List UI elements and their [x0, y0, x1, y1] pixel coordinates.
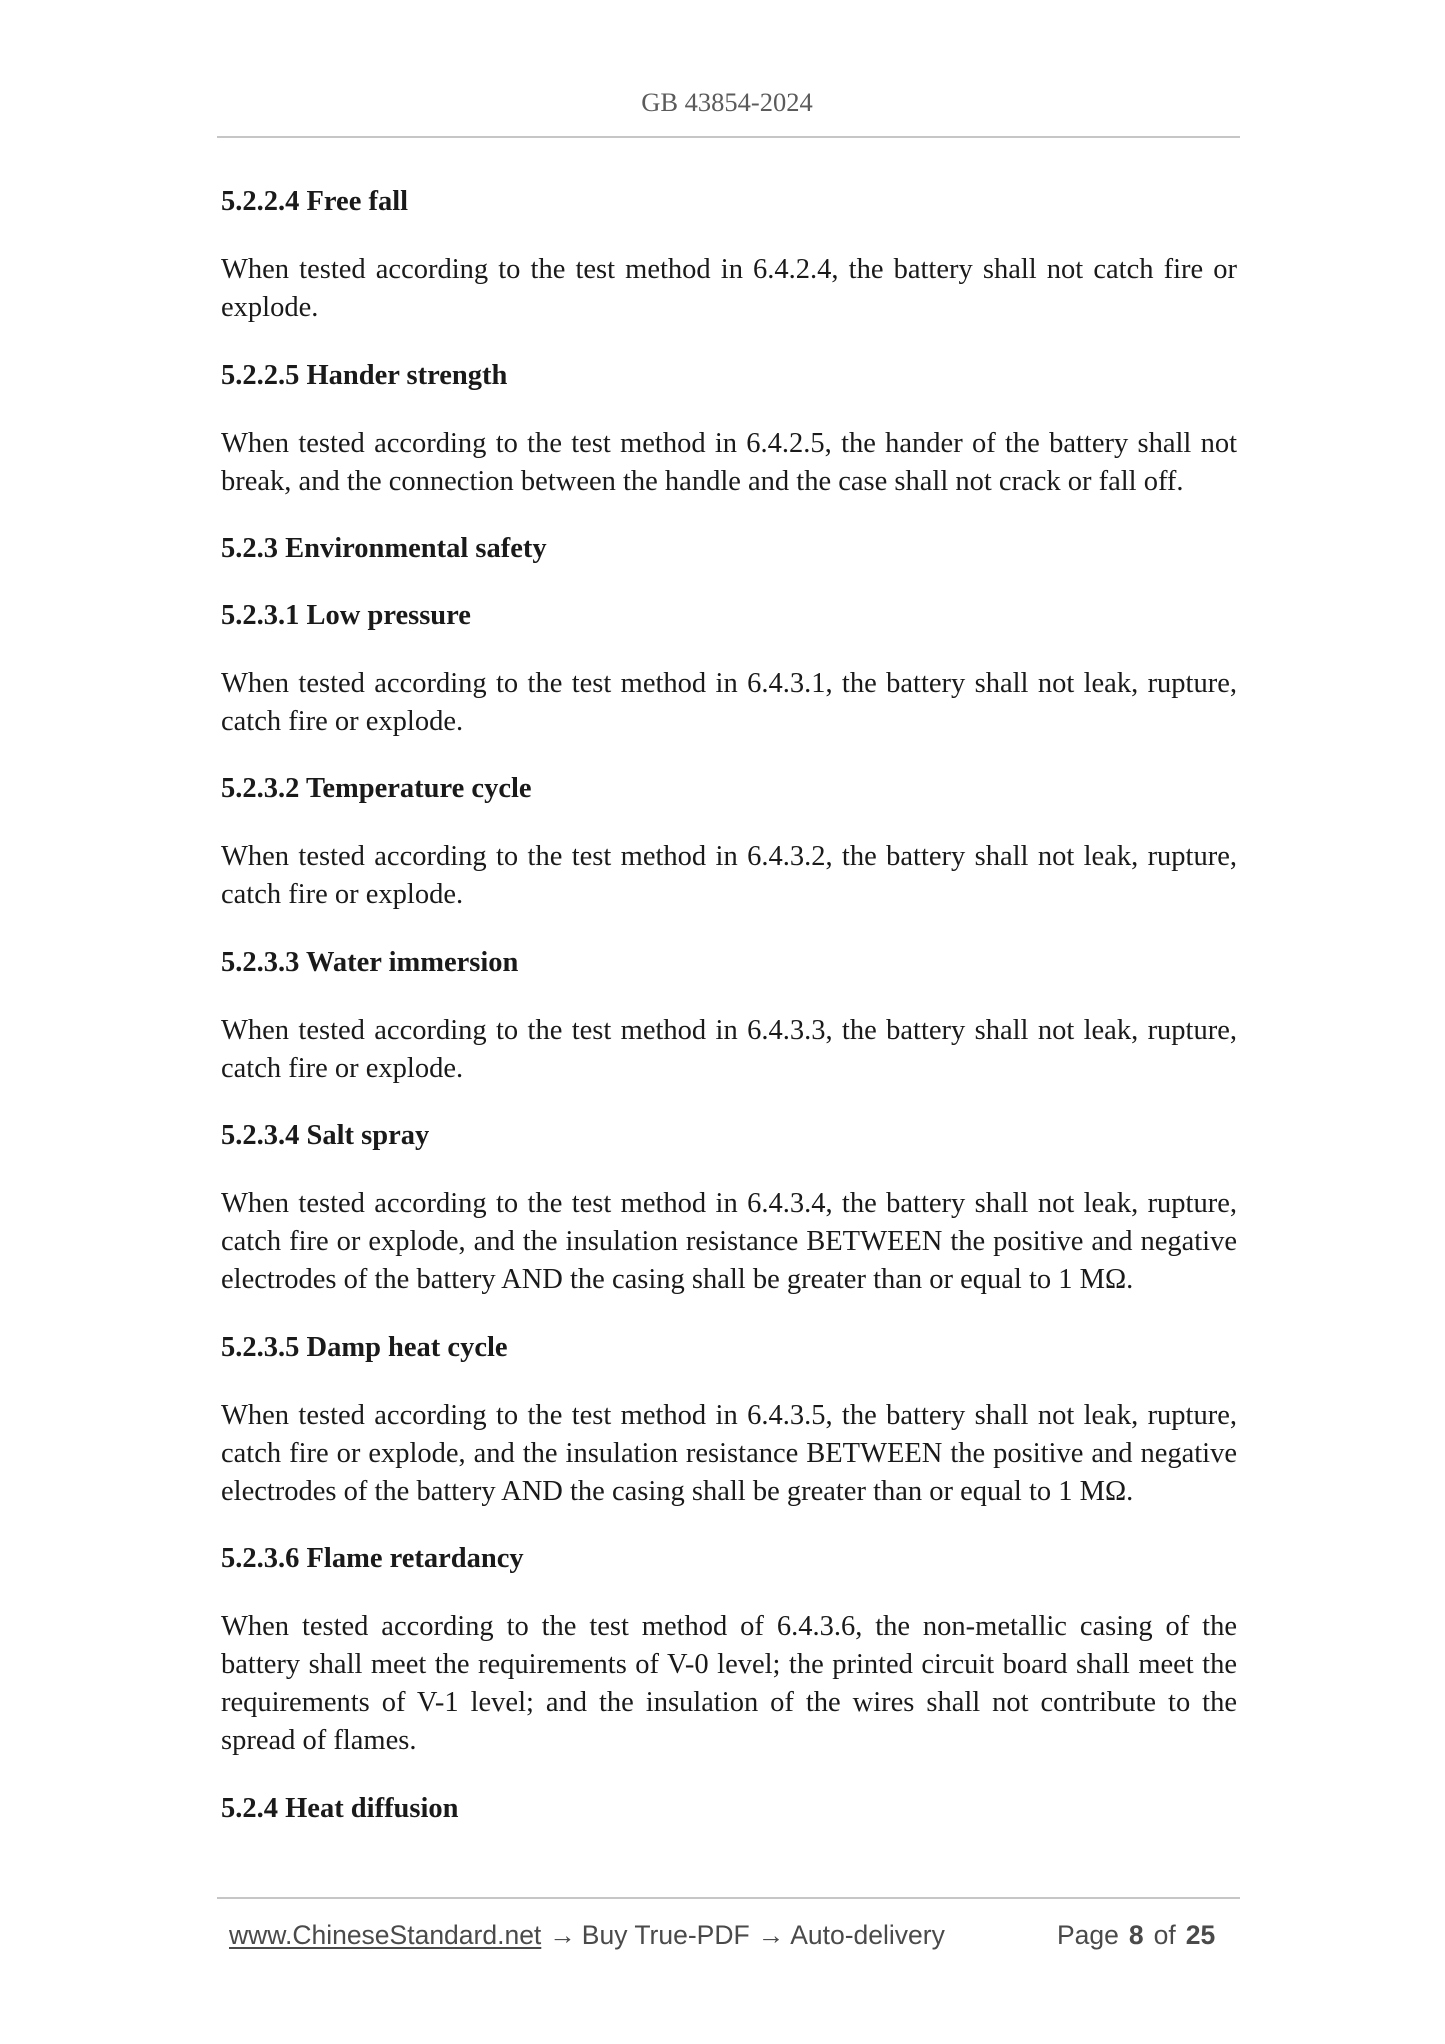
auto-delivery-text: Auto-delivery — [790, 1920, 945, 1950]
section-hander-strength — [221, 357, 1237, 501]
paragraph-line: When tested according to the test method in 6.4.3.5, the battery shall not leak, rupture, — [221, 1400, 1237, 1431]
paragraph-line: catch fire or explode. — [221, 1053, 464, 1084]
paragraph-line: catch fire or explode. — [221, 706, 464, 737]
paragraph-line: explode. — [221, 292, 319, 323]
section-heading: 5.2.3.6 Flame retardancy — [221, 1543, 524, 1574]
section-heading: 5.2.3.3 Water immersion — [221, 947, 519, 978]
section-heading: 5.2.3.2 Temperature cycle — [221, 773, 532, 804]
section-low-pressure — [221, 597, 1237, 741]
paragraph-line: electrodes of the battery AND the casing shall be greater than or equal to 1 MΩ. — [221, 1476, 1134, 1507]
section-heading: 5.2.3 Environmental safety — [221, 533, 547, 564]
section-heading: 5.2.3.4 Salt spray — [221, 1120, 430, 1151]
paragraph-line: catch fire or explode, and the insulation resistance BETWEEN the positive and negative — [221, 1438, 1237, 1469]
section-flame-retardancy — [221, 1540, 1237, 1760]
paragraph-line: electrodes of the battery AND the casing shall be greater than or equal to 1 MΩ. — [221, 1264, 1134, 1295]
site-link[interactable]: www.ChineseStandard.net — [229, 1920, 542, 1950]
paragraph-line: When tested according to the test method in 6.4.3.2, the battery shall not leak, rupture, — [221, 841, 1237, 872]
section-salt-spray — [221, 1117, 1237, 1299]
paragraph-line: When tested according to the test method in 6.4.3.4, the battery shall not leak, rupture, — [221, 1188, 1237, 1219]
section-paragraph — [221, 1012, 1237, 1088]
paragraph-line: When tested according to the test method in 6.4.3.1, the battery shall not leak, rupture, — [221, 668, 1237, 699]
section-heading: 5.2.4 Heat diffusion — [221, 1793, 459, 1824]
paragraph-line: requirements of V-1 level; and the insulation of the wires shall not contribute to the — [221, 1687, 1237, 1718]
section-environmental-safety — [221, 530, 1237, 568]
arrow-right-icon: → — [757, 1920, 785, 1950]
section-paragraph — [221, 251, 1237, 327]
section-paragraph — [221, 665, 1237, 741]
section-temperature-cycle — [221, 770, 1237, 914]
paragraph-line: battery shall meet the requirements of V-0 level; the printed circuit board shall meet the — [221, 1649, 1237, 1680]
section-damp-heat-cycle — [221, 1329, 1237, 1511]
section-heading: 5.2.2.4 Free fall — [221, 186, 409, 217]
section-paragraph — [221, 1397, 1237, 1511]
paragraph-line: When tested according to the test method in 6.4.2.4, the battery shall not catch fire or — [221, 254, 1237, 285]
section-paragraph — [221, 838, 1237, 914]
section-heading: 5.2.3.5 Damp heat cycle — [221, 1332, 508, 1363]
footer-divider — [217, 1897, 1240, 1899]
section-paragraph — [221, 1185, 1237, 1299]
section-heat-diffusion — [221, 1790, 1237, 1828]
section-heading: 5.2.2.5 Hander strength — [221, 360, 508, 391]
paragraph-line: When tested according to the test method in 6.4.3.3, the battery shall not leak, rupture, — [221, 1015, 1237, 1046]
page-total: 25 — [1185, 1920, 1216, 1950]
section-paragraph — [221, 1608, 1237, 1760]
page-current: 8 — [1128, 1920, 1144, 1950]
page-of-label: of — [1153, 1920, 1176, 1950]
page-indicator — [1057, 1916, 1215, 1954]
paragraph-line: spread of flames. — [221, 1725, 417, 1756]
paragraph-line: When tested according to the test method in 6.4.2.5, the hander of the battery shall not — [221, 428, 1237, 459]
paragraph-line: When tested according to the test method of 6.4.3.6, the non-metallic casing of the — [221, 1611, 1237, 1642]
page-label: Page — [1057, 1920, 1119, 1950]
buy-true-pdf-text: Buy True-PDF — [581, 1920, 750, 1950]
document-code-header: GB 43854-2024 — [641, 87, 813, 117]
section-heading: 5.2.3.1 Low pressure — [221, 600, 471, 631]
section-paragraph — [221, 425, 1237, 501]
footer-promo — [229, 1916, 945, 1954]
header-divider — [217, 136, 1240, 138]
paragraph-line: catch fire or explode, and the insulation resistance BETWEEN the positive and negative — [221, 1226, 1237, 1257]
paragraph-line: break, and the connection between the handle and the case shall not crack or fall off. — [221, 466, 1184, 497]
section-free-fall — [221, 183, 1237, 327]
paragraph-line: catch fire or explode. — [221, 879, 464, 910]
section-water-immersion — [221, 944, 1237, 1088]
arrow-right-icon: → — [549, 1920, 576, 1950]
